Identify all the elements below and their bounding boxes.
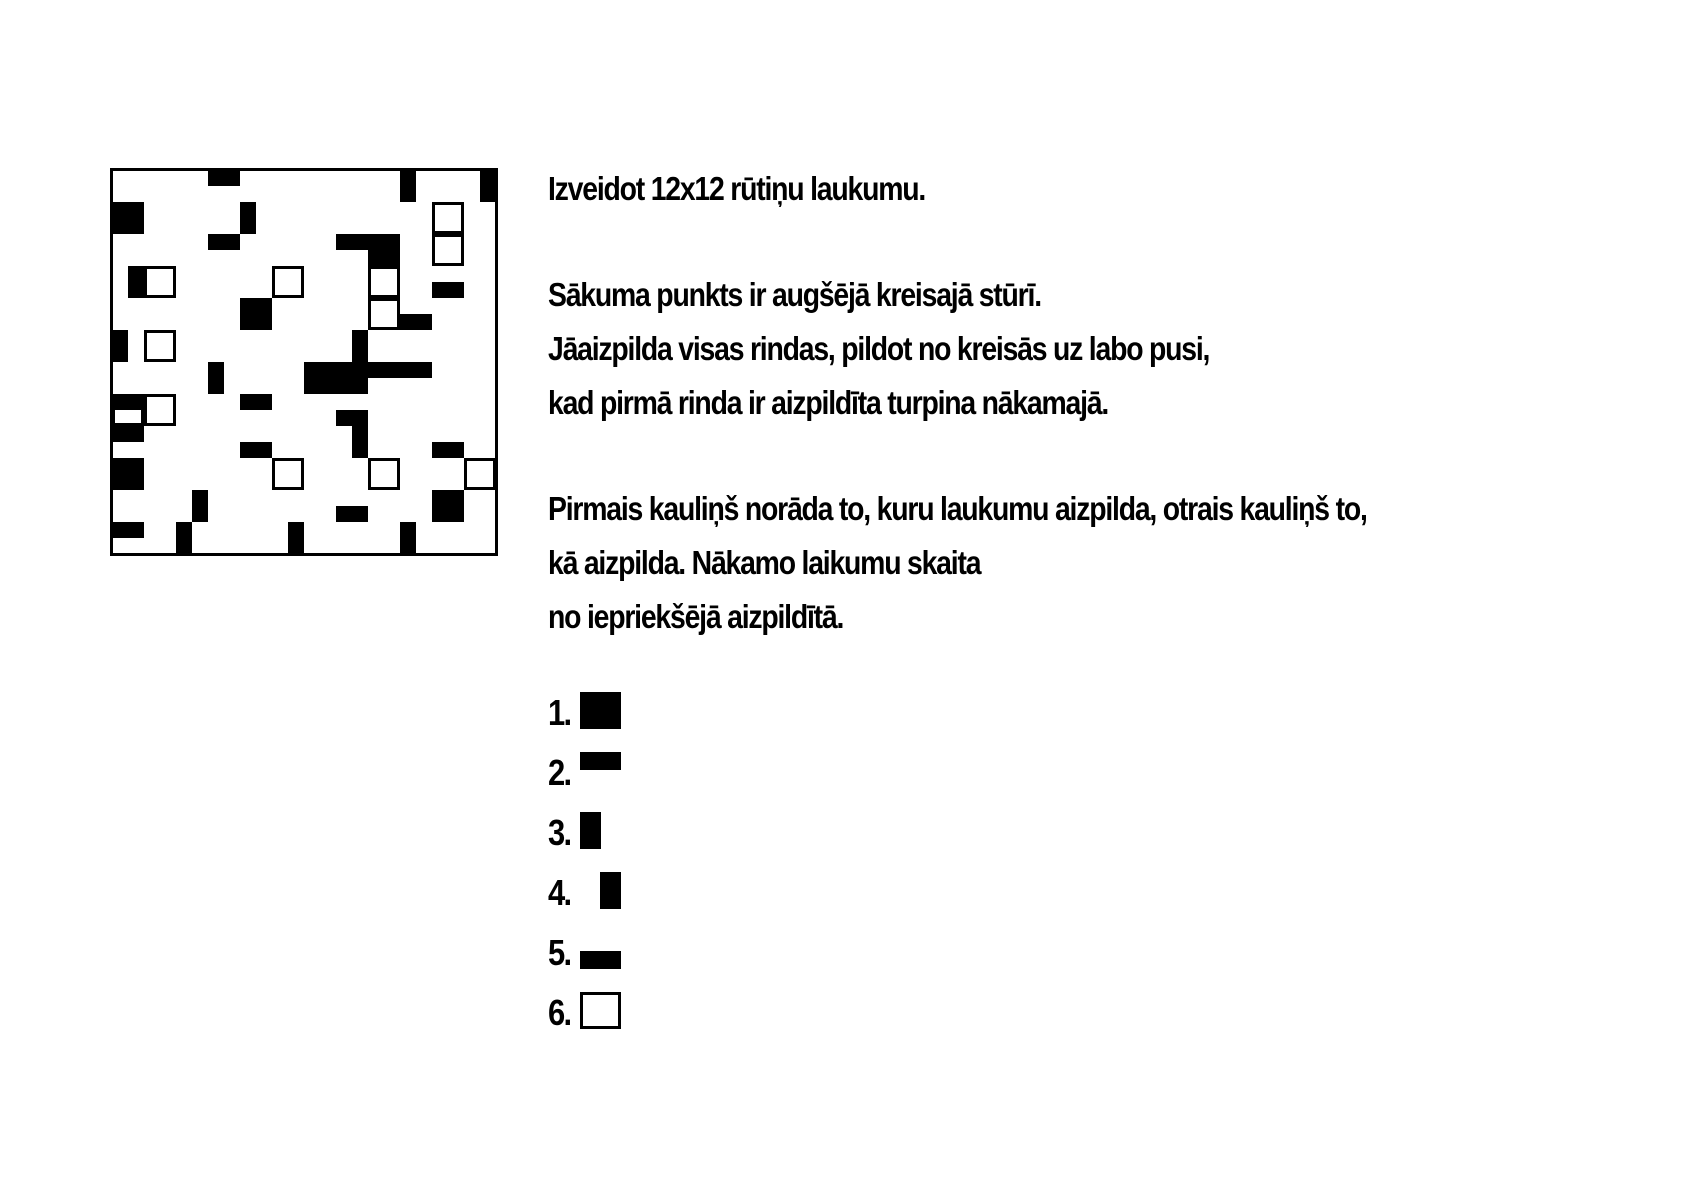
legend-list — [548, 684, 668, 1044]
top-half-filled-bar-icon — [580, 744, 628, 792]
legend-number: 4. — [548, 872, 571, 913]
pattern-grid-figure — [110, 168, 498, 561]
legend-number: 3. — [548, 812, 571, 853]
left-half-cell — [400, 170, 416, 202]
legend-item — [548, 804, 668, 864]
left-half-cell — [240, 202, 256, 234]
dice-line: Pirmais kauliņš norāda to, kuru laukumu aizpilda, otrais kauliņš to, — [548, 490, 1367, 527]
bottom-half-cell — [432, 442, 464, 458]
rules-paragraph — [548, 268, 1598, 430]
legend-item — [548, 984, 668, 1044]
left-half-filled-bar-icon — [580, 804, 628, 852]
filled-cell — [240, 298, 272, 330]
pattern-grid — [110, 168, 498, 556]
legend-item — [548, 864, 668, 924]
right-half-cell — [128, 266, 144, 298]
legend-number: 5. — [548, 932, 571, 973]
top-half-cell — [208, 170, 240, 186]
top-half-cell — [240, 394, 272, 410]
bottom-half-cell — [240, 442, 272, 458]
outlined-cell — [466, 460, 495, 489]
left-half-cell — [208, 362, 224, 394]
instructions-text — [548, 162, 1598, 696]
outlined-cell — [370, 300, 399, 329]
outlined-empty-square-icon — [580, 984, 628, 1032]
bottom-half-filled-bar-icon — [580, 924, 628, 972]
dice-line: kā aizpilda. Nākamo laikumu skaita — [548, 544, 981, 581]
dice-line: no iepriekšējā aizpildītā. — [548, 598, 844, 635]
filled-cell — [432, 490, 464, 522]
outlined-cell — [146, 396, 175, 425]
top-half-cell — [336, 234, 368, 250]
filled-cell — [336, 362, 368, 394]
legend-number: 6. — [548, 992, 571, 1033]
top-half-cell — [112, 426, 144, 442]
bottom-half-cell — [400, 314, 432, 330]
outlined-cell — [434, 236, 463, 265]
legend-item — [548, 924, 668, 984]
top-half-cell — [368, 362, 400, 378]
right-half-cell — [192, 490, 208, 522]
filled-cell — [112, 202, 144, 234]
top-half-cell — [112, 522, 144, 538]
right-half-filled-bar-icon — [580, 864, 628, 912]
rules-line: Sākuma punkts ir augšējā kreisajā stūrī. — [548, 276, 1041, 313]
intro-paragraph — [548, 162, 1598, 216]
legend-item — [548, 684, 668, 744]
left-half-cell — [400, 522, 416, 554]
left-half-cell — [112, 330, 128, 362]
filled-cell — [368, 234, 400, 266]
right-half-cell — [480, 170, 496, 202]
outlined-cell — [274, 460, 303, 489]
filled-cell — [304, 362, 336, 394]
bottom-half-cell — [336, 410, 368, 426]
intro-line: Izveidot 12x12 rūtiņu laukumu. — [548, 170, 926, 207]
legend-number: 2. — [548, 752, 571, 793]
full-filled-square-icon — [580, 684, 628, 732]
outlined-cell — [434, 204, 463, 233]
rules-line: kad pirmā rinda ir aizpildīta turpina nākamajā. — [548, 384, 1109, 421]
outlined-cell — [146, 268, 175, 297]
legend-number: 1. — [548, 692, 571, 733]
outlined-cell — [370, 268, 399, 297]
dice-paragraph — [548, 482, 1598, 644]
left-half-cell — [176, 522, 192, 554]
legend-item — [548, 744, 668, 804]
bottom-half-cell — [336, 506, 368, 522]
outlined-cell — [146, 332, 175, 361]
right-half-cell — [352, 426, 368, 458]
bottom-half-cell — [432, 282, 464, 298]
right-half-cell — [288, 522, 304, 554]
outlined-cell — [370, 460, 399, 489]
rules-line: Jāaizpilda visas rindas, pildot no kreisās uz labo pusi, — [548, 330, 1210, 367]
right-half-cell — [352, 330, 368, 362]
top-half-cell — [208, 234, 240, 250]
top-half-cell — [400, 362, 432, 378]
outlined-cell — [274, 268, 303, 297]
filled-cell — [112, 458, 144, 490]
